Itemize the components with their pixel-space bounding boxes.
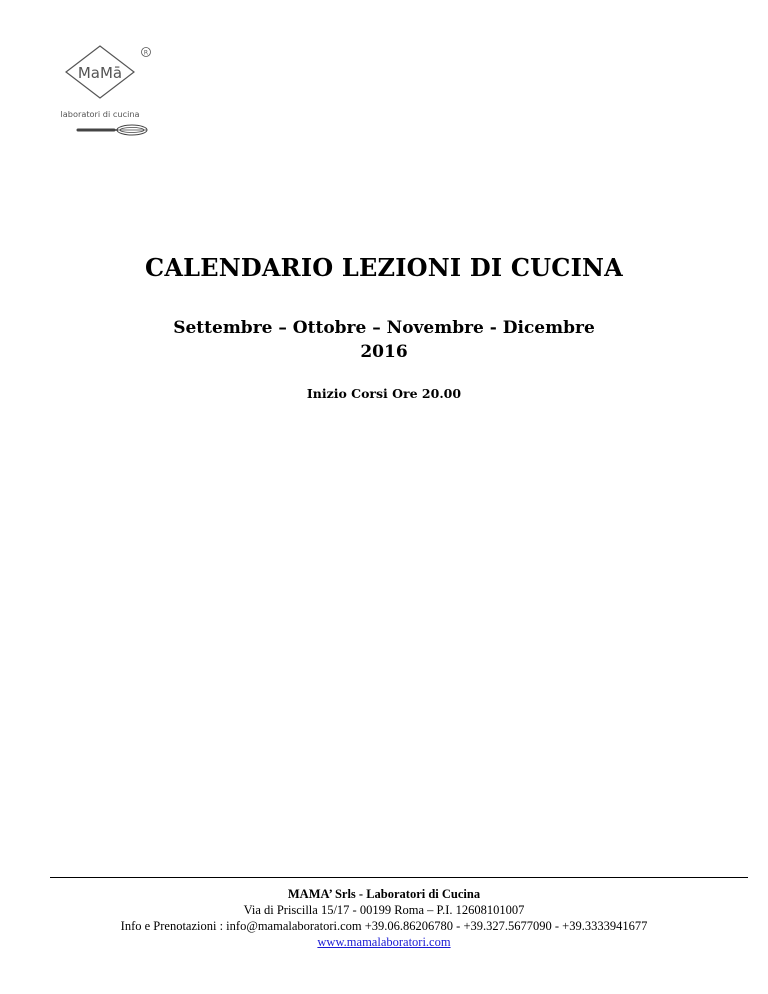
brand-logo: [52, 40, 162, 150]
svg-text:R: R: [143, 49, 149, 57]
whisk-icon: [78, 125, 147, 135]
footer: [0, 886, 768, 950]
footer-contacts: Info e Prenotazioni : info@mamalaboratori.com +39.06.86206780 - +39.327.5677090 - +39.3333941677: [120, 919, 648, 933]
svg-text:laboratori di cucina: laboratori di cucina: [60, 109, 140, 119]
page-title: CALENDARIO LEZIONI DI CUCINA: [145, 253, 623, 282]
mama-logo-graphic: [52, 40, 162, 150]
footer-address: Via di Priscilla 15/17 - 00199 Roma – P.I. 12608101007: [243, 903, 525, 917]
footer-company: MAMA’ Srls - Laboratori di Cucina: [287, 887, 481, 901]
svg-text:MaMā: MaMā: [77, 64, 123, 82]
months-line: Settembre – Ottobre – Novembre - Dicembre: [173, 318, 595, 338]
website-link[interactable]: www.mamalaboratori.com: [317, 935, 451, 949]
start-time-note: Inizio Corsi Ore 20.00: [306, 386, 462, 401]
months-subtitle: [0, 316, 768, 364]
footer-divider: [50, 877, 748, 878]
year-line: 2016: [360, 342, 408, 362]
